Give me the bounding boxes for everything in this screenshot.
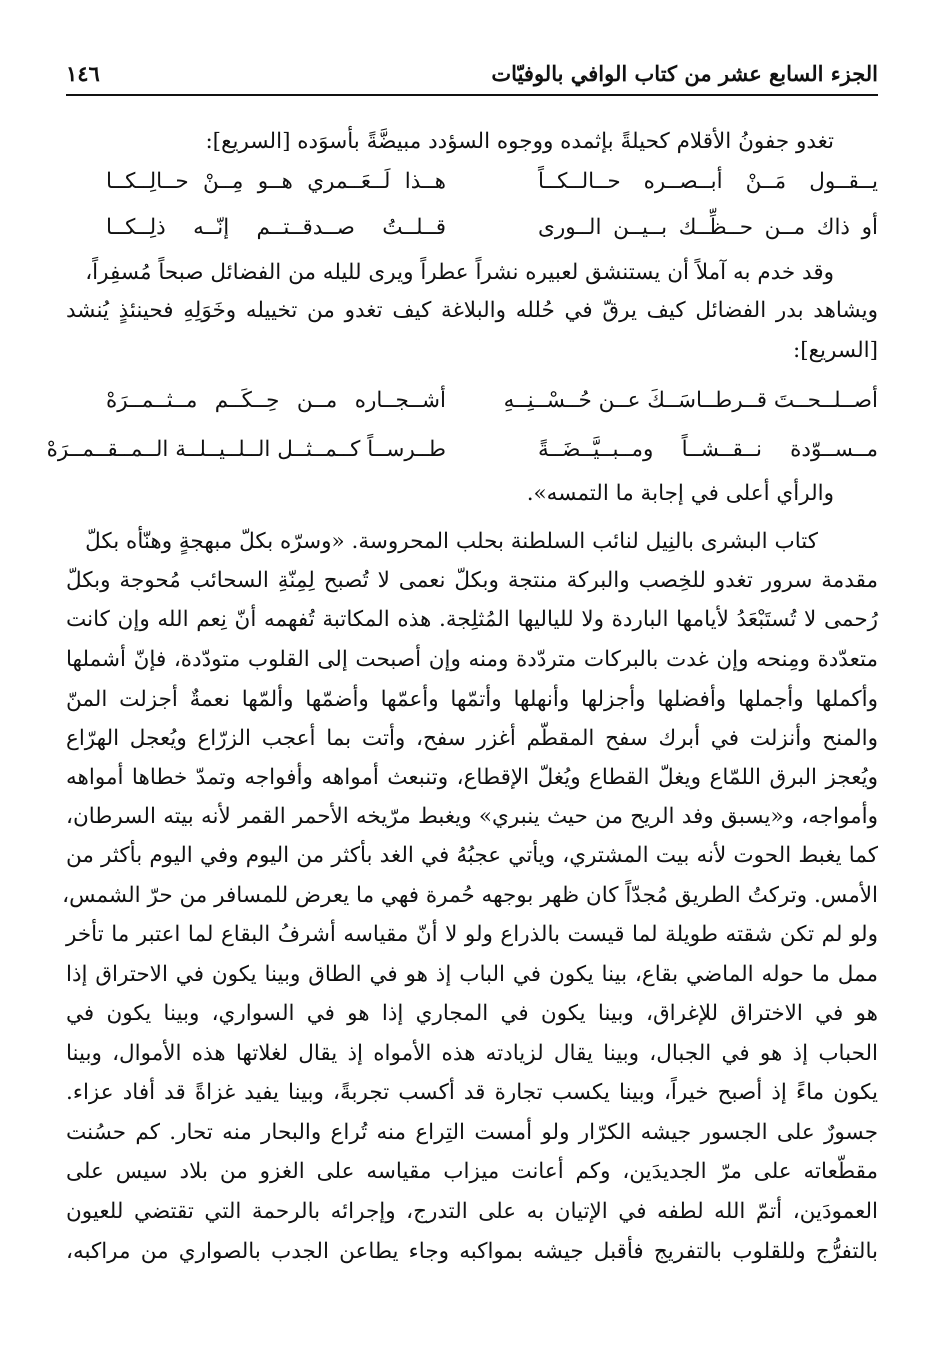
text-line: وأمواجه، و«يسبق وفد الريح من حيث ينبري» ويغبط مرّيخه الأحمر القمر لأنه بيته السرطان، xyxy=(66,804,878,829)
verse-second-hemistich: أشــجــاره مــن حِــكَــم مــثــمــرَهْ xyxy=(106,388,446,413)
verse-line xyxy=(46,428,878,472)
text-line: العمودَين، أتمّ الله لطفه في الإتيان به على التدرج، وإجرائه بالرحمة التي تقتضي للعيون xyxy=(66,1199,878,1224)
book-page xyxy=(46,0,878,1368)
page-number: ١٤٦ xyxy=(66,60,100,86)
header-rule xyxy=(66,94,878,96)
verse-second-hemistich: طــرســاً كــمــثــل الــلــيــلــة الــمــقــمــرَهْ xyxy=(46,437,446,462)
verse-line xyxy=(106,160,878,204)
verse-first-hemistich: أصــلــحــتَ قــرطــاسَــكَ عــن حُــسْــنِــهِ xyxy=(503,388,878,413)
text-line: كما يغبط الحوت لأنه بيت المشتري، ويأتي عجبُهُ في الغد بأكثر من اليوم وفي اليوم بأكثر من xyxy=(66,843,878,868)
verse-line xyxy=(106,379,878,423)
text-line: جسورٌ على الجسور جيشه الكرّار ولو أمست التِراع منه تُراع والبحار منه تحار. كم حسُنت xyxy=(66,1120,878,1145)
verse-first-hemistich: أو ذاك مــن حــظِّــك بــيــن الــورى xyxy=(538,215,878,240)
text-line: والمنح وأنزلت في أبرك سفح المقطّم أغزر سفح، وأتت بما أعجب الزرّاع ويُعجل الهرّاع xyxy=(66,726,878,751)
text-line: كتاب البشرى بالنِيل لنائب السلطنة بحلب المحروسة. «وسرّه بكلّ مبهجةٍ وهنّأه بكلّ xyxy=(85,529,818,554)
verse-second-hemistich: قــلــتُ صــدقــتــم إنّــه ذلِــكــا xyxy=(106,215,446,240)
text-line: الأمس. وتركتُ الطريق مُجدّاً كان ظهر بوجهه حُمرة فهي ما يعرض للمسافر من حرّ الشمس، xyxy=(62,883,878,908)
text-line: [السريع]: xyxy=(792,338,878,363)
text-line: الحباب إذ هو في الجبال، وبينا يقال لزيادته هذه الأمواه إذ يقال لغلاتها هذه الأموال، وبينا xyxy=(66,1041,878,1066)
verse-first-hemistich: يــقــول مَــنْ أبــصــره حــالــكــاً xyxy=(538,169,878,194)
text-line: هو في الاختراق للإغراق، وبينا يكون في المجاري إذا هو في السواري، وبينا يكون في xyxy=(66,1001,878,1026)
text-line: رُحمى لا تُستَبْعَدُ لأيامها الباردة ولا للياليها المُثلِجة. هذه المكاتبة تُفهمه أنّ نِعم الله وإن كانت xyxy=(66,607,878,632)
text-line: بالتفرُّج وللقلوب بالتفريج فأقبل جيشه بمواكبه وجاء يطاعن الجدب بالصواري من مراكبه، xyxy=(66,1239,878,1264)
page-header xyxy=(66,56,878,90)
text-line: تغدو جفونُ الأقلام كحيلةً بإثمده ووجوه السؤدد مبيضَّةً بأسوَده [السريع]: xyxy=(205,129,834,154)
text-line: ويُعجز البرق اللمّاع ويغلّ القطاع ويُغلّ الإقطاع، وتنبعث أمواهه وأفواجه وتمدّ خطاها أمواهه xyxy=(66,765,878,790)
verse-first-hemistich: مــســوّدة نــقــشــاً ومــبــيَّــضَــةً xyxy=(538,437,878,462)
text-line: وقد خدم به آملاً أن يستنشق لعبيره نشراً عطراً ويرى لليله من الفضائل صبحاً مُسفِراً، xyxy=(85,260,834,285)
verse-second-hemistich: هــذا لَــعَــمري هــو مِــنْ حــالِــكــا xyxy=(106,169,446,194)
text-line: مقدمة سرور تغدو للخِصب والبركة منتجة وبكلّ نعمى لا تُصبح لِمِنّةِ السحائب مُحوجة وبكلّ xyxy=(66,568,878,593)
text-line: متعدّدة ومِنحه وإن غدت بالبركات متردّدة ومنه وإن أصبحت إلى القلوب متودّدة، فإنّ أشملها xyxy=(66,647,878,672)
text-line: مقطّعاته على مرّ الجديدَين، وكم أعانت ميزاب مقياسه على الغزو من بلاد سيس على xyxy=(66,1159,878,1184)
text-line: وأكملها وأجملها وأفضلها وأجزلها وأنهلها وأتمّها وأعمّها وأضمّها وألمّها نعمةٌ أجزلت المنّ xyxy=(66,687,878,712)
text-line: يكون ماءً إذ أصبح خيراً، وبينا يكسب تجارة قد أكسب تجربةً، وبينا يفيد غزاةً قد أفاد عزاء. xyxy=(66,1080,878,1105)
text-line: ممل ما حوله الماضي بقاع، بينا يكون في الباب إذ هو في الطاق وبينا يكون في الاحتراق إذا xyxy=(66,962,878,987)
text-line: ويشاهد بدر الفضائل كيف يرقّ في حُلله والبلاغة كيف تغدو من تخييله وخَوَلِهِ فحينئذٍ يُنشد xyxy=(66,298,878,323)
running-title: الجزء السابع عشر من كتاب الوافي بالوفيّات xyxy=(491,60,878,86)
verse-line xyxy=(106,206,878,250)
text-line: ولو لم تكن شقته طويلة لما قيست بالذراع ولو لا أنّ مقياسه أشرفُ البقاع لما اعتبر ما تأخر xyxy=(66,922,878,947)
text-line: والرأي أعلى في إجابة ما التمسه». xyxy=(526,481,834,506)
